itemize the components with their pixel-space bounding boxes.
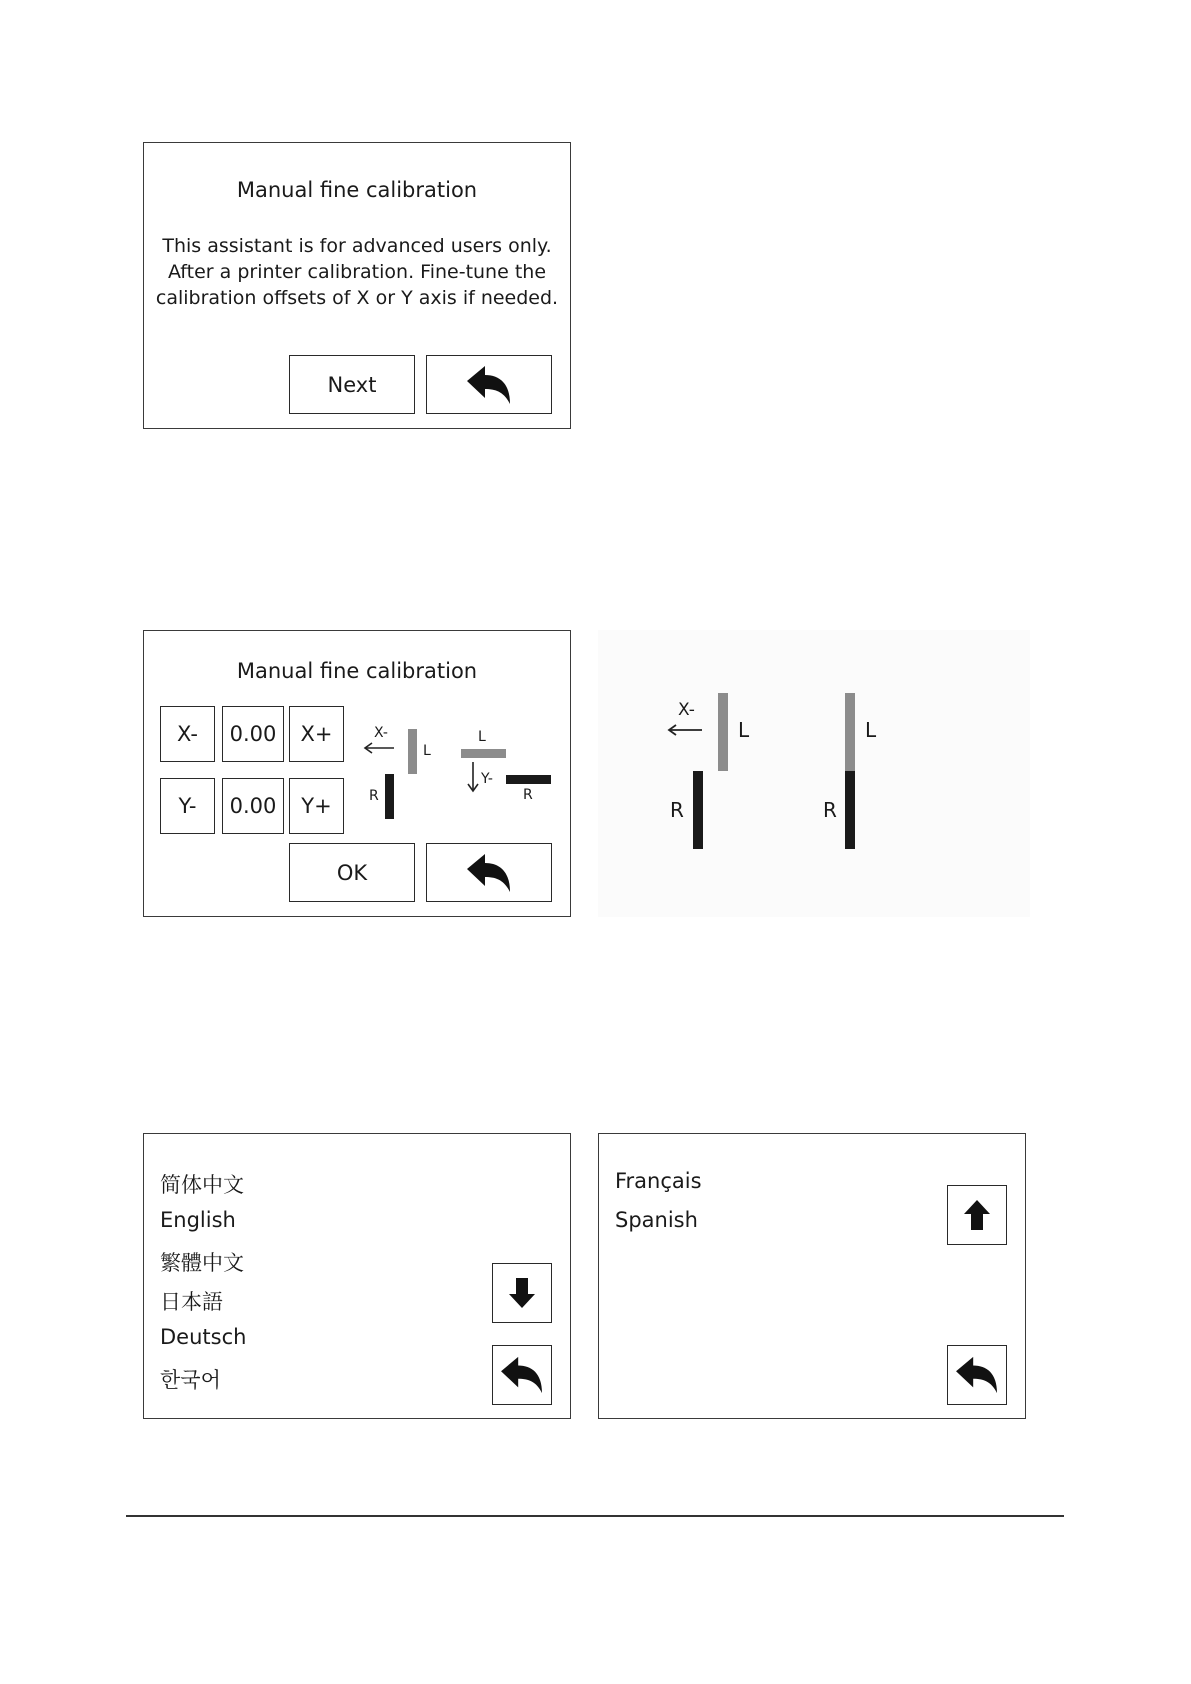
arrow-down-icon [508, 1276, 536, 1310]
right-label: R [369, 788, 379, 804]
x-minus-button[interactable]: X- [160, 706, 215, 762]
left-arrow-icon [363, 742, 395, 754]
right-bar [693, 771, 703, 849]
back-button[interactable] [426, 355, 552, 414]
right-bar [385, 774, 394, 819]
back-arrow-icon [499, 1355, 545, 1395]
right-bar [506, 775, 551, 784]
down-arrow-icon [467, 761, 479, 793]
back-button[interactable] [426, 843, 552, 902]
x-plus-button[interactable]: X+ [289, 706, 344, 762]
y-minus-label: Y- [481, 771, 493, 787]
description-line: calibration offsets of X or Y axis if needed. [155, 287, 559, 309]
language-list-page-2 [598, 1133, 1026, 1419]
left-label: L [478, 729, 486, 745]
language-item-english[interactable]: English [160, 1208, 236, 1232]
scroll-up-button[interactable] [947, 1185, 1007, 1245]
back-arrow-icon [465, 852, 513, 894]
calibration-dialog [143, 630, 571, 917]
right-bar [845, 771, 855, 849]
y-plus-button[interactable]: Y+ [289, 778, 344, 834]
x-minus-label: X- [678, 700, 695, 720]
dialog-title: Manual fine calibration [236, 178, 478, 202]
y-offset-value: 0.00 [222, 778, 284, 834]
ok-button[interactable]: OK [289, 843, 415, 902]
left-arrow-icon [667, 724, 703, 736]
right-label: R [670, 798, 684, 822]
right-label: R [523, 787, 533, 803]
language-item-german[interactable]: Deutsch [160, 1325, 247, 1349]
back-arrow-icon [465, 364, 513, 406]
language-item-spanish[interactable]: Spanish [615, 1208, 698, 1232]
y-minus-button[interactable]: Y- [160, 778, 215, 834]
back-arrow-icon [954, 1355, 1000, 1395]
x-minus-label: X- [374, 725, 388, 741]
description-line: After a printer calibration. Fine-tune the [167, 261, 547, 283]
language-item-japanese[interactable]: 日本語 [160, 1290, 223, 1314]
language-item-korean[interactable]: 한국어 [160, 1368, 221, 1392]
description-line: This assistant is for advanced users only. [162, 235, 552, 257]
x-offset-value: 0.00 [222, 706, 284, 762]
left-bar [845, 693, 855, 771]
intro-dialog [143, 142, 571, 429]
left-bar [408, 729, 417, 774]
left-bar [461, 749, 506, 758]
right-label: R [823, 798, 837, 822]
language-item-traditional-chinese[interactable]: 繁體中文 [160, 1251, 244, 1275]
left-bar [718, 693, 728, 771]
alignment-illustration [598, 630, 1030, 917]
language-item-french[interactable]: Français [615, 1169, 702, 1193]
back-button[interactable] [947, 1345, 1007, 1405]
dialog-title: Manual fine calibration [236, 659, 478, 683]
arrow-up-icon [963, 1198, 991, 1232]
page-footer-divider [126, 1515, 1064, 1517]
dialog-description [144, 233, 570, 311]
language-item-simplified-chinese[interactable]: 简体中文 [160, 1173, 244, 1197]
left-label: L [738, 718, 750, 742]
back-button[interactable] [492, 1345, 552, 1405]
language-list-page-1 [143, 1133, 571, 1419]
scroll-down-button[interactable] [492, 1263, 552, 1323]
left-label: L [865, 718, 877, 742]
left-label: L [423, 743, 431, 759]
next-button[interactable]: Next [289, 355, 415, 414]
